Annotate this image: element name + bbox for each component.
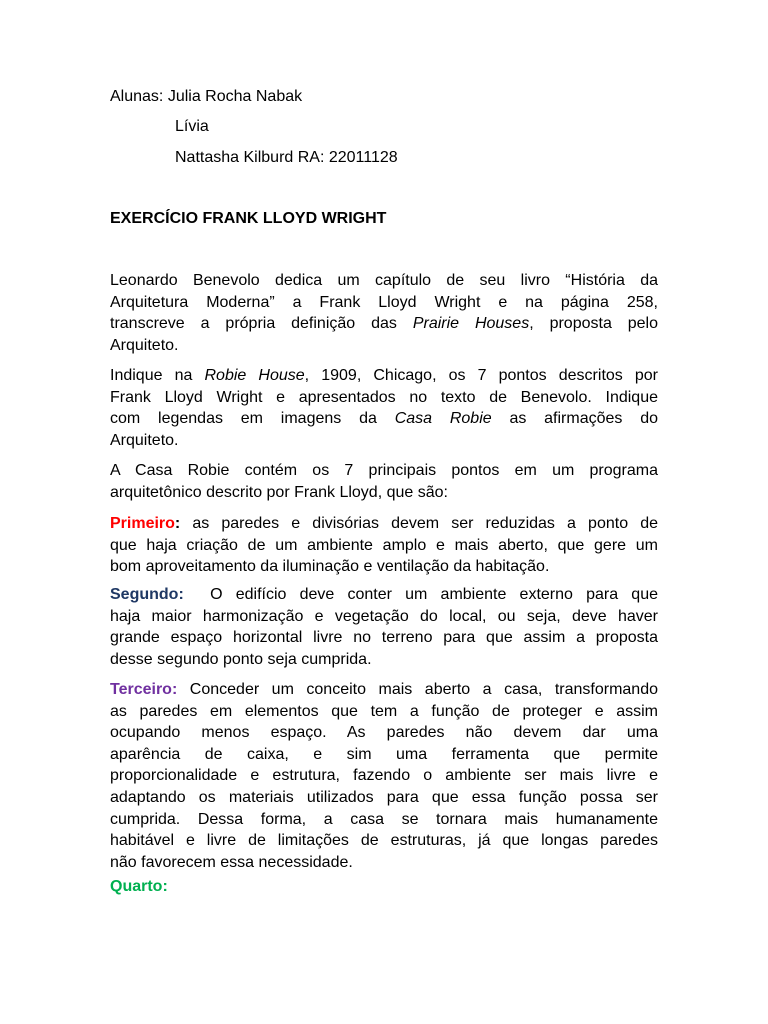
student-name-2: Lívia bbox=[175, 118, 209, 135]
label-terceiro: Terceiro: bbox=[110, 681, 178, 698]
text-row: Leonardo Benevolo dedica um capítulo de seu livro “História da bbox=[110, 272, 658, 289]
text-row: Arquitetura Moderna” a Frank Lloyd Wright e na página 258, bbox=[110, 293, 658, 311]
label-colon: : bbox=[174, 515, 181, 532]
text-row: Arquiteto. bbox=[110, 336, 179, 354]
text-row: proporcionalidade e estrutura, fazendo o ambiente ser mais livre e bbox=[110, 767, 658, 785]
text-row: Frank Lloyd Wright e apresentados no texto de Benevolo. Indique bbox=[110, 388, 658, 406]
text-row bbox=[110, 513, 658, 535]
students-line-1 bbox=[110, 87, 302, 107]
emphasis-robie-house: Robie House bbox=[204, 367, 305, 384]
document-title: EXERCÍCIO FRANK LLOYD WRIGHT bbox=[110, 210, 387, 227]
text-fragment: O edifício deve conter um ambiente externo para que bbox=[183, 586, 658, 603]
text-row: bom aproveitamento da iluminação e ventilação da habitação. bbox=[110, 558, 550, 576]
text-row: cumprida. Dessa forma, a casa se tornara mais humanamente bbox=[110, 810, 658, 828]
label-quarto: Quarto: bbox=[110, 878, 168, 895]
text-row: Arquiteto. bbox=[110, 431, 179, 449]
text-row: as paredes em elementos que tem a função de proteger e assim bbox=[110, 702, 658, 720]
text-fragment: Indique na bbox=[110, 367, 205, 384]
point-segundo bbox=[110, 584, 658, 670]
intro-paragraph-2 bbox=[110, 365, 658, 451]
text-row: A Casa Robie contém os 7 principais pontos em um programa bbox=[110, 462, 658, 479]
text-row bbox=[110, 365, 658, 387]
text-row: que haja criação de um ambiente amplo e mais aberto, que gere um bbox=[110, 536, 658, 554]
text-row: desse segundo ponto seja cumprida. bbox=[110, 650, 372, 668]
students-label: Alunas: bbox=[110, 88, 164, 105]
text-fragment: as paredes e divisórias devem ser reduzidas a ponto de bbox=[180, 515, 658, 532]
text-row: haja maior harmonização e vegetação do local, ou seja, deve haver bbox=[110, 607, 658, 625]
text-row bbox=[110, 313, 658, 335]
student-name-1: Julia Rocha Nabak bbox=[167, 88, 303, 105]
point-primeiro bbox=[110, 513, 658, 578]
text-row bbox=[110, 408, 658, 430]
point-terceiro bbox=[110, 679, 658, 873]
text-row: adaptando os materiais utilizados para que essa função possa ser bbox=[110, 788, 658, 806]
text-row: não favorecem essa necessidade. bbox=[110, 853, 353, 871]
text-row: aparência de caixa, e sim uma ferramenta que permite bbox=[110, 745, 658, 763]
text-fragment: transcreve a própria definição das bbox=[110, 315, 413, 333]
emphasis-casa-robie: Casa Robie bbox=[394, 410, 492, 428]
intro-paragraph-1 bbox=[110, 270, 658, 356]
text-fragment: as afirmações do bbox=[491, 410, 659, 428]
student-name-3: Nattasha Kilburd RA: 22011128 bbox=[175, 149, 398, 166]
text-row: arquitetônico descrito por Frank Lloyd, que são: bbox=[110, 483, 448, 501]
text-row: grande espaço horizontal livre no terreno para que assim a proposta bbox=[110, 629, 658, 647]
text-row bbox=[110, 679, 658, 701]
intro-paragraph-3 bbox=[110, 460, 658, 503]
label-primeiro: Primeiro bbox=[110, 515, 175, 532]
text-fragment: com legendas em imagens da bbox=[110, 410, 395, 428]
label-segundo: Segundo: bbox=[110, 586, 184, 603]
text-row bbox=[110, 584, 658, 606]
text-row: ocupando menos espaço. As paredes não devem dar uma bbox=[110, 724, 658, 742]
text-fragment: , proposta pelo bbox=[529, 315, 659, 333]
text-row: habitável e livre de limitações de estruturas, já que longas paredes bbox=[110, 832, 658, 850]
emphasis-prairie-houses: Prairie Houses bbox=[412, 315, 530, 333]
text-fragment: , 1909, Chicago, os 7 pontos descritos por bbox=[304, 367, 659, 384]
text-fragment: Conceder um conceito mais aberto a casa, transformando bbox=[177, 681, 658, 698]
